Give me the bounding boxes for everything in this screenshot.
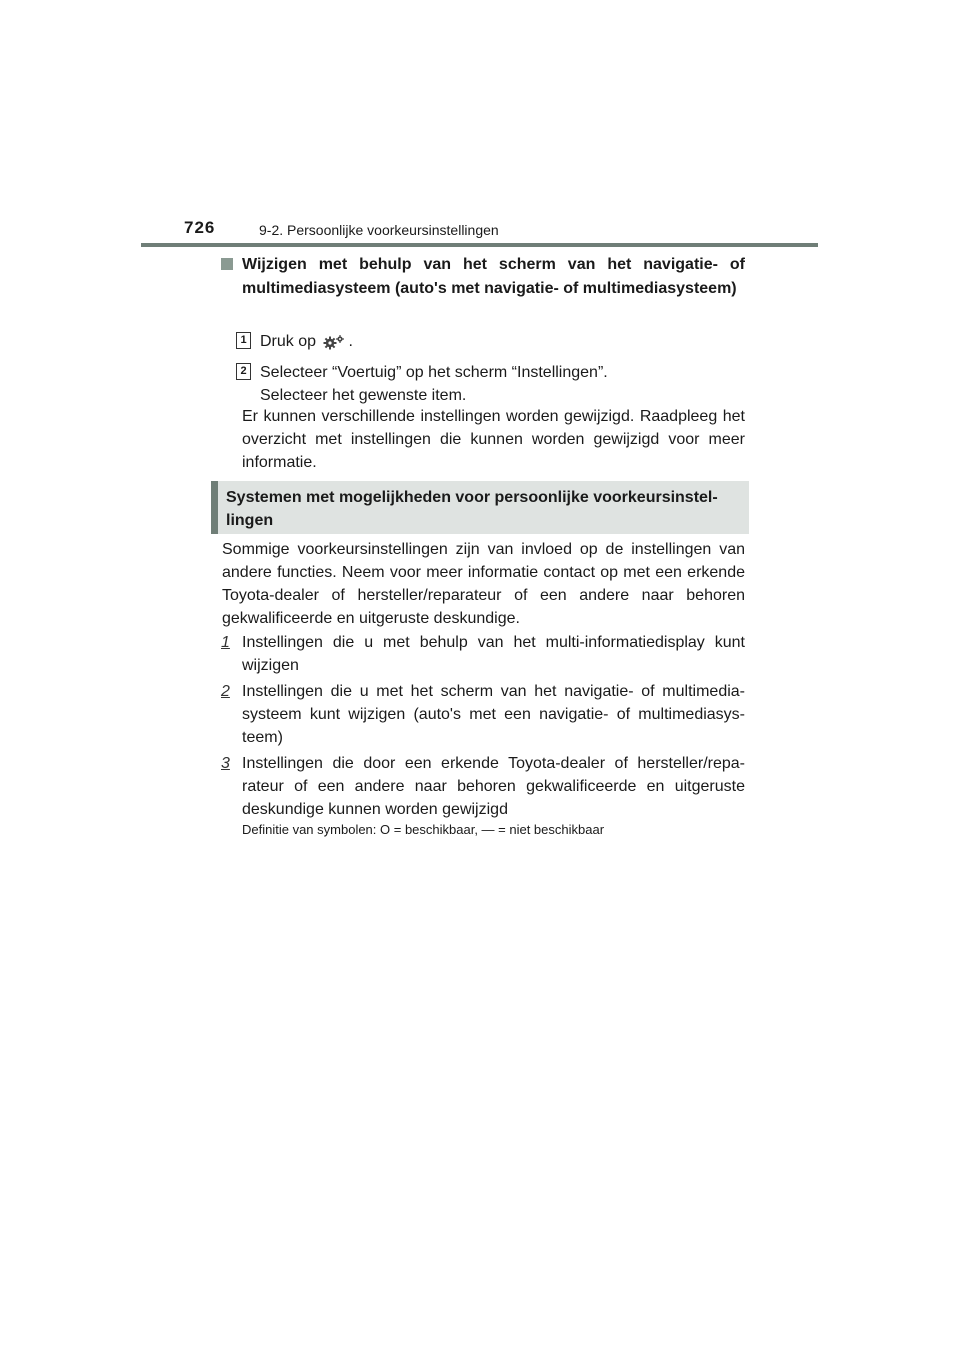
running-header: 9-2. Persoonlijke voorkeursinstellingen [259,222,499,238]
page-number: 726 [184,218,216,237]
step-text-line2: Selecteer het gewenste item. [260,387,467,404]
section-heading [221,253,745,301]
intro-paragraph: Sommige voorkeursinstellingen zijn van invloed op de instellingen van andere functies. Neem voor meer informatie contact op met een erkende Toyota-dealer of hersteller/reparateur of een andere naar behoren gekwalificeerde en uitgeruste deskundige. [222,541,745,627]
list-item [221,752,745,821]
item-text: Instellingen die door een erkende Toyota-dealer of hersteller/reparateur of een andere naar behoren gekwalificeerde en uitgeruste deskundige kunnen worden gewijzigd [242,755,745,818]
step-text-before: Druk op [260,333,317,350]
table-section-heading: Systemen met mogelijkheden voor persoonlijke voorkeursinstellingen [211,481,749,534]
step-text: Selecteer “Voertuig” op het scherm “Instellingen”. [260,364,608,381]
item-number: 1 [221,634,230,651]
item-number: 3 [221,755,230,772]
symbol-legend: Definitie van symbolen: O = beschikbaar, — = niet beschikbaar [242,822,605,837]
step-text [260,330,353,353]
note-paragraph: Er kunnen verschillende instellingen worden gewijzigd. Raadpleeg het overzicht met instellingen die kunnen worden gewijzigd voor meer informatie. [242,408,745,471]
list-item [221,631,745,677]
step-badge: 2 [236,363,251,380]
item-text: Instellingen die u met behulp van het multi-informatiedisplay kunt wijzigen [242,634,745,674]
section-heading-text: Wijzigen met behulp van het scherm van het navigatie- of multimediasysteem (auto's met navigatie- of multimediasysteem) [242,256,745,297]
list-item [221,680,745,749]
item-number: 2 [221,683,230,700]
item-text: Instellingen die u met het scherm van het navigatie- of multimediasysteem kunt wijzigen (auto's met een navigatie- of multimediasysteem) [242,683,745,746]
step-text-after: . [348,333,353,350]
square-bullet-icon [221,258,233,270]
gear-settings-icon [322,334,346,350]
step-badge: 1 [236,332,251,349]
header-divider [141,243,818,247]
